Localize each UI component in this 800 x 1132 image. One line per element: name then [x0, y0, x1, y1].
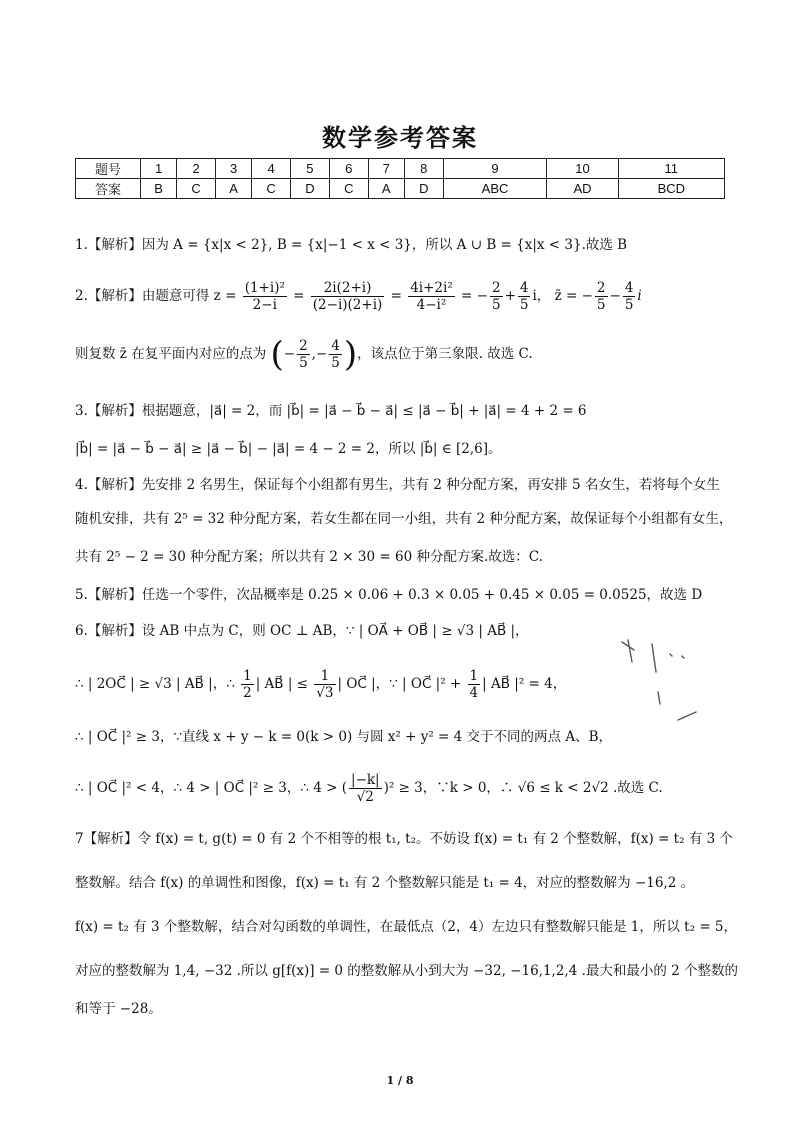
table-cell: 3 — [216, 159, 252, 179]
row-header: 答案 — [76, 179, 141, 199]
fraction: $\frac{1}{√3}$ — [316, 668, 334, 701]
table-cell: 10 — [547, 159, 618, 179]
table-cell: C — [177, 179, 216, 199]
solution-6: 6.【解析】设 AB 中点为 C，则 OC ⊥ AB，∵ | OA⃗ + OB⃗ | ≥ √3 | AB⃗ |， — [75, 623, 529, 639]
solution-text: 因为 A = {x|x < 2}, B = {x|−1 < x < 3}，所以 A ∪ B = {x|x < 3}.故选 B — [141, 237, 628, 253]
row-header: 题号 — [76, 159, 141, 179]
solution-4-line-3: 共有 2⁵ − 2 = 30 种分配方案；所以共有 2 × 30 = 60 种分配方案.故选：C. — [75, 549, 543, 565]
solution-label: 1.【解析】 — [75, 237, 142, 253]
table-cell: 6 — [329, 159, 368, 179]
table-cell: 9 — [443, 159, 547, 179]
table-cell: 5 — [291, 159, 330, 179]
page-number: 1 / 8 — [386, 1074, 414, 1087]
solution-2-line-2: 则复数 z̄ 在复平面内对应的点为 (− $\frac{2}{5}$ ,− $\frac{4}{5}$ )，该点位于第三象限. 故选 C. — [75, 334, 533, 375]
solution-7: 7【解析】令 f(x) = t, g(t) = 0 有 2 个不相等的根 t₁, t₂。不妨设 f(x) = t₁ 有 2 个整数解，f(x) = t₂ 有 3 个 — [75, 831, 733, 847]
table-cell: D — [404, 179, 443, 199]
fraction: $\frac{4}{5}$ — [331, 338, 340, 371]
table-cell: 1 — [141, 159, 177, 179]
table-cell: C — [252, 179, 291, 199]
solution-3-line-2: |b⃗| = |a⃗ − b⃗ − a⃗| ≥ |a⃗ − b⃗| − |a⃗| = 4 − 2 = 2，所以 |b⃗| ∈ [2,6]。 — [75, 441, 502, 457]
solution-7-line-4: 对应的整数解为 1,4, −32 .所以 g[f(x)] = 0 的整数解从小到大为 −32, −16,1,2,4 .最大和最小的 2 个整数的 — [75, 963, 739, 979]
solution-4-line-2: 随机安排，共有 2⁵ = 32 种分配方案，若女生都在同一小组，共有 2 种分配方案，故保证每个小组都有女生， — [75, 511, 733, 527]
fraction: $\frac{2i(2+i)}{(2-i)(2+i)}$ — [312, 280, 383, 313]
table-cell: C — [329, 179, 368, 199]
solution-6-line-3: ∴ | OC⃗ |² ≥ 3，∵直线 x + y − k = 0(k > 0) 与圆 x² + y² = 4 交于不同的两点 A、B， — [75, 729, 612, 745]
solution-7-line-2: 整数解。结合 f(x) 的单调性和图像，f(x) = t₁ 有 2 个整数解只能是 t₁ = 4，对应的整数解为 −16,2 。 — [75, 875, 695, 891]
solution-1 — [75, 236, 735, 254]
solution-7-line-5: 和等于 −28。 — [75, 1001, 162, 1017]
pencil-marks-doodle — [612, 632, 702, 732]
fraction: $\frac{\text{(1+i)²}}{2-i}$ — [244, 280, 285, 313]
table-cell: A — [368, 179, 404, 199]
solution-4: 4.【解析】先安排 2 名男生，保证每个小组都有男生，共有 2 种分配方案，再安排 5 名女生，若将每个女生 — [75, 477, 720, 493]
answer-row — [76, 179, 725, 199]
solution-6-line-2: ∴ | 2OC⃗ | ≥ √3 | AB⃗ |，∴ $\frac{1}{2}$ | AB⃗ | ≤ $\frac{1}{√3}$ | OC⃗ |，∵ | OC⃗ |² + $\frac{1}{4}$ | AB⃗ |² = 4， — [75, 668, 567, 701]
table-cell: 4 — [252, 159, 291, 179]
fraction: $\frac{4}{5}$ — [519, 280, 529, 313]
fraction: $\frac{|-k|}{√2}$ — [351, 772, 380, 805]
table-cell: 2 — [177, 159, 216, 179]
table-cell: B — [141, 179, 177, 199]
fraction: $\frac{2}{5}$ — [299, 338, 308, 371]
table-cell: 7 — [368, 159, 404, 179]
fraction: $\frac{1}{2}$ — [243, 668, 252, 701]
table-cell: ABC — [443, 179, 547, 199]
table-cell: A — [216, 179, 252, 199]
fraction: $\frac{1}{4}$ — [469, 668, 479, 701]
fraction: $\frac{2}{5}$ — [596, 280, 606, 313]
table-cell: BCD — [618, 179, 724, 199]
solution-3: 3.【解析】根据题意，|a⃗| = 2，而 |b⃗| = |a⃗ − b⃗ − a⃗| ≤ |a⃗ − b⃗| + |a⃗| = 4 + 2 = 6 — [75, 403, 587, 419]
table-cell: D — [291, 179, 330, 199]
answer-table — [75, 158, 725, 199]
solution-7-line-3: f(x) = t₂ 有 3 个整数解，结合对勾函数的单调性，在最低点（2，4）左边只有整数解只能是 1，所以 t₂ = 5， — [75, 919, 738, 935]
table-cell: 8 — [404, 159, 443, 179]
table-cell: 11 — [618, 159, 724, 179]
question-number-row — [76, 159, 725, 179]
solution-label: 2.【解析】 — [75, 288, 142, 304]
page-title: 数学参考答案 — [322, 124, 478, 152]
solution-text: 由题意可得 z = — [141, 288, 237, 304]
solution-6-line-4: ∴ | OC⃗ |² < 4，∴ 4 > | OC⃗ |² ≥ 3，∴ 4 > ( $\frac{|-k|}{√2}$ )² ≥ 3，∵k > 0，∴ √6 ≤ k < 2√2 .故选 C. — [75, 772, 663, 805]
fraction: $\frac{\text{4i+2i²}}{\text{4−i²}}$ — [410, 280, 453, 313]
solution-5: 5.【解析】任选一个零件，次品概率是 0.25 × 0.06 + 0.3 × 0.05 + 0.45 × 0.05 = 0.0525，故选 D — [75, 587, 703, 603]
solution-2: 2.【解析】由题意可得 z = $\frac{\text{(1+i)²}}{2-i}$ = $\frac{2i(2+i)}{(2-i)(2+i)}$ = $\frac{\text{4i+2i²}}{\text{4−i²}}$ = − $\frac{2}{5}$ + $\frac{4}{5}$ i， z̄ = − $\frac{2}{5}$ − $\frac{4}{5}$ i — [75, 280, 642, 313]
fraction: $\frac{4}{5}$ — [624, 280, 634, 313]
table-cell: AD — [547, 179, 618, 199]
fraction: $\frac{2}{5}$ — [491, 280, 501, 313]
